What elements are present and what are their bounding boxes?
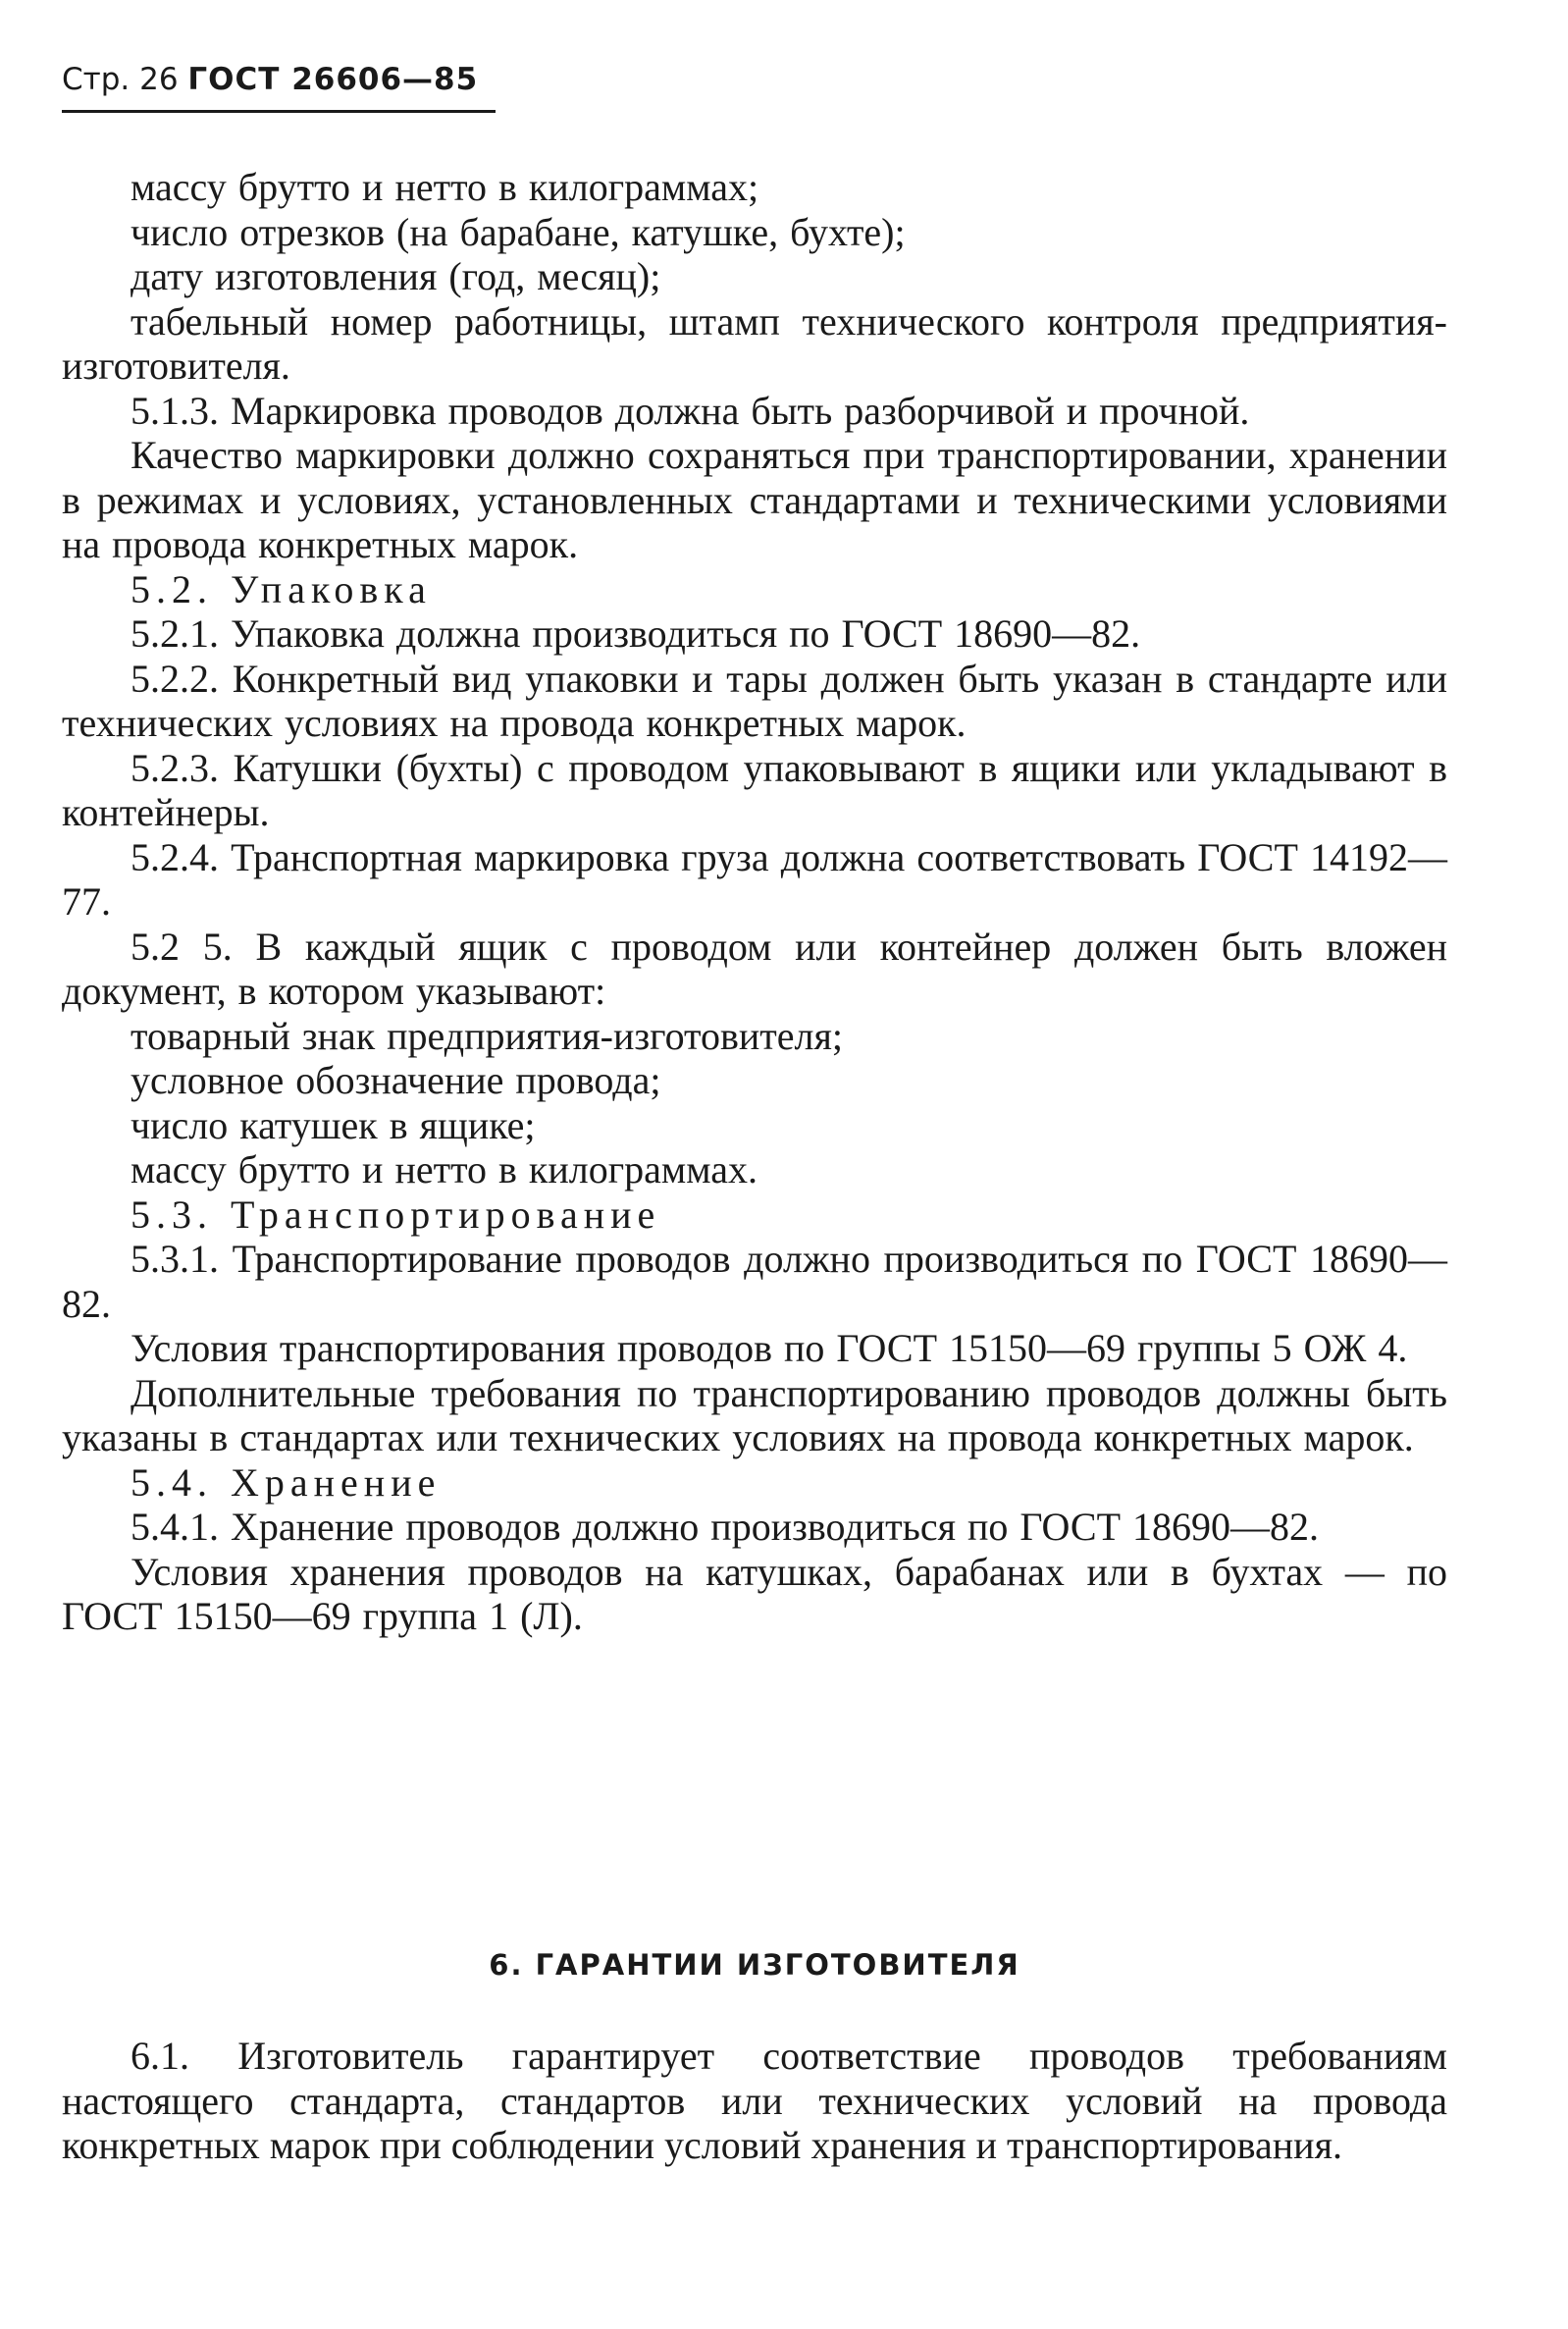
document-body [62, 165, 1447, 1639]
clause-5-2-3: 5.2.3. Катушки (бухты) с проводом упаковывают в ящики или укладывают в контейнеры. [62, 745, 1447, 834]
page-number: Стр. 26 [62, 62, 179, 97]
clause-5-2-5: 5.2 5. В каждый ящик с проводом или контейнер должен быть вложен документ, в котором указывают: [62, 924, 1447, 1013]
standard-number: ГОСТ 26606—85 [187, 62, 479, 97]
heading-5-4: 5.4. Хранение [131, 1459, 442, 1505]
paragraph: Условия хранения проводов на катушках, барабанах или в бухтах — по ГОСТ 15150—69 группа 1 (Л). [62, 1549, 1447, 1638]
clause-5-2-4: 5.2.4. Транспортная маркировка груза должна соответствовать ГОСТ 14192—77. [62, 834, 1447, 924]
list-item: массу брутто и нетто в килограммах. [131, 1147, 758, 1191]
clause-5-1-3: 5.1.3. Маркировка проводов должна быть разборчивой и прочной. [131, 388, 1250, 433]
section-body [62, 2034, 1447, 2168]
paragraph: Условия транспортирования проводов по ГОСТ 15150—69 группы 5 ОЖ 4. [131, 1326, 1408, 1370]
list-item: число отрезков (на барабане, катушке, бухте); [131, 209, 906, 254]
paragraph: Качество маркировки должно сохраняться при транспортировании, хранении в режимах и условиях, установленных стандартами и техническими условиями на провода конкретных марок. [62, 433, 1447, 566]
heading-5-3: 5.3. Транспортирование [131, 1191, 661, 1237]
list-item: число катушек в ящике; [131, 1102, 536, 1147]
list-item: дату изготовления (год, месяц); [131, 254, 661, 298]
page-header [62, 61, 478, 98]
clause-5-4-1: 5.4.1. Хранение проводов должно производиться по ГОСТ 18690—82. [131, 1505, 1320, 1549]
list-item: массу брутто и нетто в килограммах; [131, 165, 759, 209]
list-item: условное обозначение провода; [131, 1058, 661, 1102]
clause-5-2-2: 5.2.2. Конкретный вид упаковки и тары должен быть указан в стандарте или технических условиях на провода конкретных марок. [62, 656, 1447, 745]
paragraph: Дополнительные требования по транспортированию проводов должны быть указаны в стандартах или технических условиях на провода конкретных марок. [62, 1370, 1447, 1459]
header-rule [62, 110, 496, 113]
section-title: 6. ГАРАНТИИ ИЗГОТОВИТЕЛЯ [489, 1948, 1020, 1982]
clause-5-3-1: 5.3.1. Транспортирование проводов должно производиться по ГОСТ 18690—82. [62, 1237, 1447, 1326]
list-item: товарный знак предприятия-изготовителя; [131, 1013, 843, 1058]
heading-5-2: 5.2. Упаковка [131, 566, 432, 611]
clause-6-1: 6.1. Изготовитель гарантирует соответствие проводов требованиям настоящего стандарта, стандартов или технических условий на провода конкретных марок при соблюдении условий хранения и транспортирования. [62, 2034, 1447, 2167]
list-item: табельный номер работницы, штамп технического контроля предприятия-изготовителя. [62, 298, 1447, 388]
clause-5-2-1: 5.2.1. Упаковка должна производиться по ГОСТ 18690—82. [131, 611, 1141, 656]
